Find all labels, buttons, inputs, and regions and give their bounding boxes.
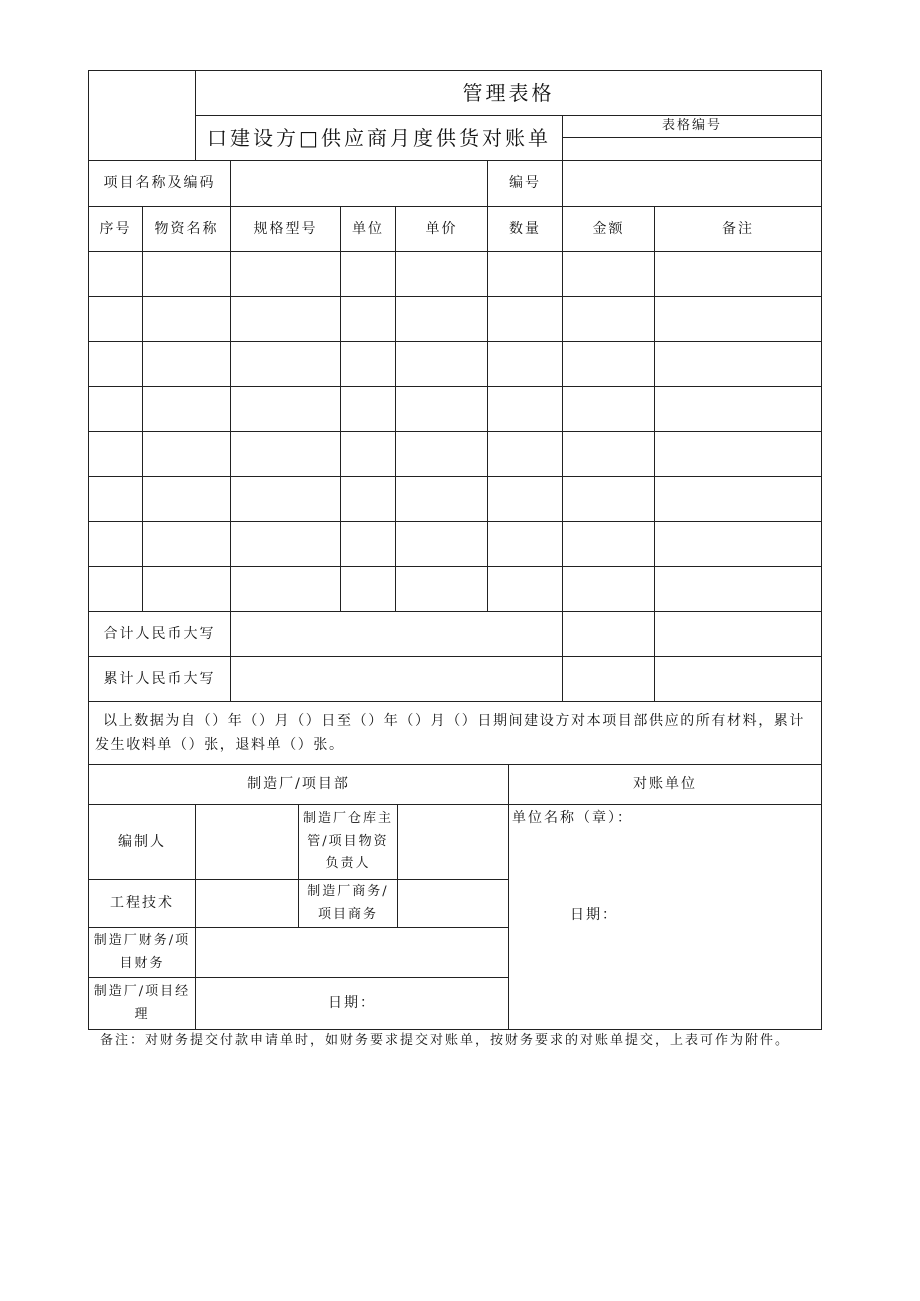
preparer-label: 编制人 [88, 804, 196, 880]
manager-label: 制造厂/项目经理 [88, 977, 196, 1030]
table-cell [88, 296, 143, 342]
table-cell [340, 566, 396, 612]
footnote: 备注：对财务提交付款申请单时，如财务要求提交对账单，按财务要求的对账单提交，上表可作为附件。 [100, 1033, 791, 1048]
table-cell [230, 431, 341, 477]
table-cell [487, 566, 563, 612]
warehouse-manager-label: 制造厂仓库主管/项目物资负责人 [298, 804, 398, 880]
table-row [88, 431, 822, 477]
column-header-unit: 单位 [340, 206, 396, 252]
table-cell [88, 341, 143, 387]
table-cell [88, 521, 143, 567]
table-cell [88, 251, 143, 297]
table-header-row [88, 206, 822, 252]
table-cell [562, 431, 655, 477]
project-number-value [562, 160, 822, 207]
table-cell [395, 566, 488, 612]
counterparty-block [508, 804, 822, 1030]
project-name-value [230, 160, 488, 207]
column-header-remarks: 备注 [654, 206, 822, 252]
table-cell [142, 476, 231, 522]
table-cell [487, 341, 563, 387]
table-cell [487, 521, 563, 567]
table-cell [340, 296, 396, 342]
cumulative-remarks [654, 656, 822, 702]
table-row [88, 341, 822, 387]
table-cell [654, 431, 822, 477]
table-cell [395, 521, 488, 567]
counterparty-date-label: 日期： [570, 907, 618, 923]
table-cell [340, 386, 396, 432]
table-cell [654, 476, 822, 522]
table-cell [142, 251, 231, 297]
counterparty-name-label: 单位名称（章）： [512, 810, 633, 826]
table-cell [562, 476, 655, 522]
table-cell [142, 521, 231, 567]
table-cell [395, 431, 488, 477]
warehouse-manager-value [397, 804, 509, 880]
engineering-value [195, 879, 299, 928]
reconciliation-form [88, 70, 822, 1030]
project-name-label: 项目名称及编码 [88, 160, 231, 207]
table-cell [340, 341, 396, 387]
column-header-amount: 金额 [562, 206, 655, 252]
table-cell [142, 296, 231, 342]
table-cell [340, 476, 396, 522]
table-cell [230, 296, 341, 342]
table-row [88, 251, 822, 297]
finance-value [195, 927, 509, 978]
table-cell [562, 521, 655, 567]
preparer-value [195, 804, 299, 880]
table-cell [230, 476, 341, 522]
table-cell [654, 566, 822, 612]
table-cell [395, 251, 488, 297]
sum-remarks [654, 611, 822, 657]
column-header-material: 物资名称 [142, 206, 231, 252]
table-cell [142, 566, 231, 612]
statement-cell [88, 701, 822, 765]
commerce-value [397, 879, 509, 928]
manager-date: 日期： [195, 977, 509, 1030]
section-manufacturer-header: 制造厂/项目部 [88, 764, 509, 805]
table-row [88, 521, 822, 567]
cumulative-amount [562, 656, 655, 702]
commerce-label: 制造厂商务/项目商务 [298, 879, 398, 928]
table-cell [88, 476, 143, 522]
header-corner-cell [88, 70, 196, 161]
cumulative-label: 累计人民币大写 [88, 656, 231, 702]
sum-amount [562, 611, 655, 657]
sum-value [230, 611, 563, 657]
table-cell [487, 296, 563, 342]
table-cell [88, 386, 143, 432]
table-row [88, 296, 822, 342]
table-cell [230, 521, 341, 567]
table-cell [562, 341, 655, 387]
cumulative-value [230, 656, 563, 702]
table-cell [142, 431, 231, 477]
column-header-spec: 规格型号 [230, 206, 341, 252]
table-cell [562, 296, 655, 342]
table-cell [654, 386, 822, 432]
table-row [88, 476, 822, 522]
column-header-index: 序号 [88, 206, 143, 252]
table-cell [562, 386, 655, 432]
table-cell [654, 341, 822, 387]
table-cell [395, 341, 488, 387]
column-header-unit-price: 单价 [395, 206, 488, 252]
table-cell [88, 566, 143, 612]
table-cell [340, 521, 396, 567]
table-cell [142, 341, 231, 387]
form-number-label: 表格编号 [562, 115, 822, 138]
table-cell [230, 341, 341, 387]
table-cell [230, 251, 341, 297]
table-cell [340, 251, 396, 297]
table-cell [562, 251, 655, 297]
form-number-value [562, 137, 822, 161]
table-cell [487, 386, 563, 432]
table-cell [340, 431, 396, 477]
finance-label: 制造厂财务/项目财务 [88, 927, 196, 978]
table-cell [142, 386, 231, 432]
project-number-label: 编号 [487, 160, 563, 207]
table-cell [487, 431, 563, 477]
form-title: 口建设方□供应商月度供货对账单 [195, 115, 563, 161]
table-cell [395, 296, 488, 342]
table-cell [230, 386, 341, 432]
table-cell [230, 566, 341, 612]
section-counterparty-header: 对账单位 [508, 764, 822, 805]
engineering-label: 工程技术 [88, 879, 196, 928]
table-cell [395, 386, 488, 432]
sum-label: 合计人民币大写 [88, 611, 231, 657]
table-cell [654, 251, 822, 297]
table-cell [654, 521, 822, 567]
table-cell [88, 431, 143, 477]
table-row [88, 386, 822, 432]
column-header-quantity: 数量 [487, 206, 563, 252]
table-cell [395, 476, 488, 522]
table-cell [487, 251, 563, 297]
table-cell [487, 476, 563, 522]
statement-text: 以上数据为自（）年（）月（）日至（）年（）月（）日期间建设方对本项目部供应的所有材料，累计发生收料单（）张，退料单（）张。 [95, 713, 805, 753]
table-cell [654, 296, 822, 342]
table-cell [562, 566, 655, 612]
table-row [88, 566, 822, 612]
form-category-title: 管理表格 [195, 70, 822, 116]
